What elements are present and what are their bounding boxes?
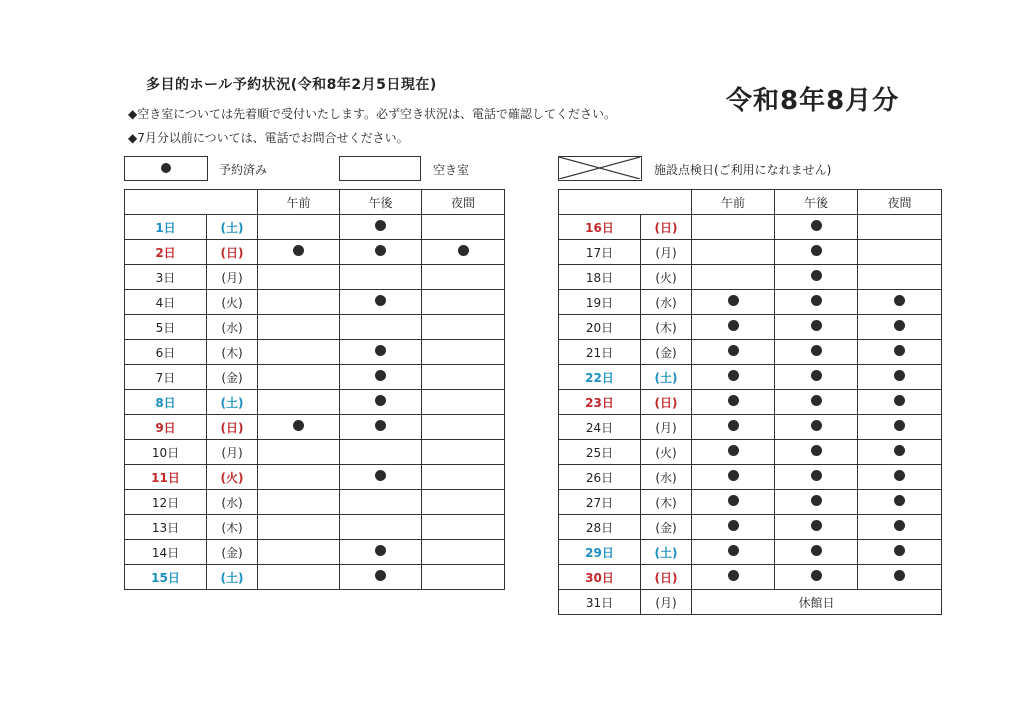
night-slot: [422, 240, 505, 265]
morning-slot: [692, 290, 775, 315]
reserved-dot-icon: [728, 420, 739, 431]
header-morning: 午前: [692, 190, 775, 215]
night-slot: [858, 415, 942, 440]
header-afternoon: 午後: [340, 190, 422, 215]
afternoon-slot: [340, 265, 422, 290]
day-cell: 11日: [125, 465, 207, 490]
table-row: [125, 415, 505, 440]
weekday-cell: (金): [641, 515, 692, 540]
day-cell: 19日: [559, 290, 641, 315]
day-cell: 14日: [125, 540, 207, 565]
afternoon-slot: [340, 440, 422, 465]
weekday-cell: (月): [207, 265, 258, 290]
night-slot: [858, 515, 942, 540]
day-cell: 28日: [559, 515, 641, 540]
afternoon-slot: [340, 365, 422, 390]
table-row: [125, 490, 505, 515]
header-night: 夜間: [422, 190, 505, 215]
reserved-dot-icon: [375, 295, 386, 306]
reserved-dot-icon: [894, 295, 905, 306]
afternoon-slot: [775, 440, 858, 465]
reserved-dot-icon: [811, 345, 822, 356]
morning-slot: [692, 365, 775, 390]
night-slot: [422, 565, 505, 590]
night-slot: [858, 290, 942, 315]
table-row: [125, 390, 505, 415]
reserved-dot-icon: [293, 420, 304, 431]
morning-slot: [692, 515, 775, 540]
morning-slot: [258, 290, 340, 315]
afternoon-slot: [340, 215, 422, 240]
morning-slot: [258, 265, 340, 290]
header-night: 夜間: [858, 190, 942, 215]
night-slot: [422, 490, 505, 515]
day-cell: 31日: [559, 590, 641, 615]
reserved-dot-icon: [811, 320, 822, 331]
header-afternoon: 午後: [775, 190, 858, 215]
reserved-dot-icon: [894, 445, 905, 456]
table-row: [559, 465, 942, 490]
table-row: [125, 215, 505, 240]
reserved-dot-icon: [728, 545, 739, 556]
reserved-dot-icon: [728, 370, 739, 381]
reserved-dot-icon: [811, 570, 822, 581]
night-slot: [858, 365, 942, 390]
reserved-dot-icon: [375, 345, 386, 356]
weekday-cell: (火): [207, 465, 258, 490]
reserved-dot-icon: [375, 370, 386, 381]
afternoon-slot: [775, 315, 858, 340]
afternoon-slot: [340, 490, 422, 515]
table-row: [125, 365, 505, 390]
morning-slot: [692, 215, 775, 240]
reserved-dot-icon: [728, 345, 739, 356]
reserved-dot-icon: [894, 345, 905, 356]
weekday-cell: (日): [641, 390, 692, 415]
weekday-cell: (金): [207, 365, 258, 390]
table-row: [559, 265, 942, 290]
day-cell: 27日: [559, 490, 641, 515]
reserved-dot-icon: [894, 470, 905, 481]
morning-slot: [258, 240, 340, 265]
table-row: [559, 340, 942, 365]
table-row: [125, 540, 505, 565]
schedule-table-right: [558, 189, 942, 615]
weekday-cell: (水): [207, 490, 258, 515]
afternoon-slot: [775, 565, 858, 590]
reserved-dot-icon: [894, 320, 905, 331]
reserved-dot-icon: [811, 420, 822, 431]
day-cell: 12日: [125, 490, 207, 515]
reserved-dot-icon: [161, 163, 171, 173]
table-row: [125, 290, 505, 315]
table-row: [559, 440, 942, 465]
day-cell: 5日: [125, 315, 207, 340]
header-blank: [125, 190, 258, 215]
table-row: [559, 290, 942, 315]
afternoon-slot: [775, 415, 858, 440]
header-morning: 午前: [258, 190, 340, 215]
reserved-dot-icon: [811, 545, 822, 556]
afternoon-slot: [775, 240, 858, 265]
weekday-cell: (日): [207, 415, 258, 440]
morning-slot: [258, 215, 340, 240]
reserved-dot-icon: [375, 545, 386, 556]
weekday-cell: (土): [641, 365, 692, 390]
weekday-cell: (水): [641, 290, 692, 315]
reserved-dot-icon: [728, 320, 739, 331]
reserved-dot-icon: [375, 570, 386, 581]
header-row: [559, 190, 942, 215]
day-cell: 30日: [559, 565, 641, 590]
afternoon-slot: [775, 490, 858, 515]
table-row: [559, 315, 942, 340]
table-row: [559, 390, 942, 415]
morning-slot: [258, 490, 340, 515]
reserved-dot-icon: [728, 395, 739, 406]
afternoon-slot: [775, 365, 858, 390]
night-slot: [422, 365, 505, 390]
afternoon-slot: [340, 565, 422, 590]
afternoon-slot: [340, 465, 422, 490]
table-row: [559, 415, 942, 440]
day-cell: 2日: [125, 240, 207, 265]
reserved-dot-icon: [728, 570, 739, 581]
day-cell: 15日: [125, 565, 207, 590]
afternoon-slot: [340, 515, 422, 540]
reserved-dot-icon: [728, 470, 739, 481]
night-slot: [422, 540, 505, 565]
afternoon-slot: [340, 540, 422, 565]
reserved-dot-icon: [728, 520, 739, 531]
morning-slot: [692, 565, 775, 590]
weekday-cell: (水): [207, 315, 258, 340]
day-cell: 29日: [559, 540, 641, 565]
weekday-cell: (月): [207, 440, 258, 465]
morning-slot: [692, 540, 775, 565]
table-row: [559, 215, 942, 240]
day-cell: 10日: [125, 440, 207, 465]
weekday-cell: (土): [641, 540, 692, 565]
day-cell: 25日: [559, 440, 641, 465]
reserved-dot-icon: [811, 395, 822, 406]
table-row: [125, 440, 505, 465]
legend-inspection-label: 施設点検日(ご利用になれません): [654, 163, 832, 177]
note-july-inquiry: ◆7月分以前については、電話でお問合せください。: [128, 131, 409, 145]
reserved-dot-icon: [894, 545, 905, 556]
day-cell: 18日: [559, 265, 641, 290]
reserved-dot-icon: [811, 295, 822, 306]
weekday-cell: (木): [641, 315, 692, 340]
afternoon-slot: [340, 315, 422, 340]
weekday-cell: (木): [641, 490, 692, 515]
legend-reserved-box: [124, 156, 208, 181]
night-slot: [858, 565, 942, 590]
night-slot: [422, 215, 505, 240]
reserved-dot-icon: [811, 520, 822, 531]
night-slot: [422, 340, 505, 365]
morning-slot: [258, 340, 340, 365]
day-cell: 7日: [125, 365, 207, 390]
reserved-dot-icon: [728, 295, 739, 306]
day-cell: 26日: [559, 465, 641, 490]
legend-empty-label: 空き室: [433, 163, 470, 177]
table-row: [125, 315, 505, 340]
table-row: [559, 490, 942, 515]
day-cell: 22日: [559, 365, 641, 390]
afternoon-slot: [775, 390, 858, 415]
day-cell: 21日: [559, 340, 641, 365]
closed-cell: 休館日: [692, 590, 942, 615]
day-cell: 17日: [559, 240, 641, 265]
table-row: [559, 240, 942, 265]
morning-slot: [258, 565, 340, 590]
weekday-cell: (月): [641, 240, 692, 265]
night-slot: [422, 265, 505, 290]
morning-slot: [258, 415, 340, 440]
night-slot: [858, 265, 942, 290]
reserved-dot-icon: [894, 520, 905, 531]
afternoon-slot: [340, 415, 422, 440]
day-cell: 23日: [559, 390, 641, 415]
night-slot: [858, 340, 942, 365]
table-row: [125, 565, 505, 590]
weekday-cell: (月): [641, 590, 692, 615]
night-slot: [422, 415, 505, 440]
day-cell: 16日: [559, 215, 641, 240]
reserved-dot-icon: [458, 245, 469, 256]
night-slot: [422, 515, 505, 540]
table-row: [559, 565, 942, 590]
night-slot: [422, 465, 505, 490]
afternoon-slot: [775, 215, 858, 240]
reserved-dot-icon: [375, 395, 386, 406]
page-title: 多目的ホール予約状況(令和8年2月5日現在): [146, 77, 437, 93]
afternoon-slot: [775, 515, 858, 540]
morning-slot: [258, 540, 340, 565]
night-slot: [858, 390, 942, 415]
day-cell: 6日: [125, 340, 207, 365]
weekday-cell: (火): [207, 290, 258, 315]
reserved-dot-icon: [375, 220, 386, 231]
weekday-cell: (日): [641, 215, 692, 240]
morning-slot: [692, 440, 775, 465]
afternoon-slot: [340, 340, 422, 365]
night-slot: [858, 490, 942, 515]
weekday-cell: (火): [641, 265, 692, 290]
weekday-cell: (火): [641, 440, 692, 465]
weekday-cell: (木): [207, 515, 258, 540]
day-cell: 13日: [125, 515, 207, 540]
table-row: [559, 590, 942, 615]
reserved-dot-icon: [894, 370, 905, 381]
night-slot: [858, 465, 942, 490]
reserved-dot-icon: [811, 220, 822, 231]
reserved-dot-icon: [894, 495, 905, 506]
table-row: [559, 365, 942, 390]
weekday-cell: (金): [641, 340, 692, 365]
afternoon-slot: [340, 240, 422, 265]
reserved-dot-icon: [811, 370, 822, 381]
morning-slot: [692, 390, 775, 415]
night-slot: [858, 440, 942, 465]
reserved-dot-icon: [728, 445, 739, 456]
table-row: [125, 515, 505, 540]
weekday-cell: (日): [641, 565, 692, 590]
morning-slot: [692, 465, 775, 490]
reserved-dot-icon: [894, 570, 905, 581]
reserved-dot-icon: [811, 495, 822, 506]
reserved-dot-icon: [811, 445, 822, 456]
legend-empty-box: [339, 156, 421, 181]
schedule-body-left: [125, 190, 505, 590]
day-cell: 1日: [125, 215, 207, 240]
night-slot: [422, 440, 505, 465]
table-row: [125, 265, 505, 290]
schedule-body-right: [559, 190, 942, 615]
day-cell: 8日: [125, 390, 207, 415]
afternoon-slot: [775, 265, 858, 290]
weekday-cell: (月): [641, 415, 692, 440]
night-slot: [858, 315, 942, 340]
morning-slot: [692, 490, 775, 515]
note-first-come: ◆空き室については先着順で受付いたします。必ず空き状況は、電話で確認してください。: [128, 107, 617, 121]
night-slot: [422, 390, 505, 415]
header-row: [125, 190, 505, 215]
morning-slot: [692, 265, 775, 290]
morning-slot: [258, 465, 340, 490]
day-cell: 4日: [125, 290, 207, 315]
afternoon-slot: [775, 465, 858, 490]
weekday-cell: (土): [207, 215, 258, 240]
legend-inspection-box: [558, 156, 642, 181]
table-row: [125, 465, 505, 490]
morning-slot: [258, 315, 340, 340]
day-cell: 20日: [559, 315, 641, 340]
morning-slot: [692, 340, 775, 365]
morning-slot: [258, 440, 340, 465]
reserved-dot-icon: [894, 395, 905, 406]
table-row: [125, 340, 505, 365]
morning-slot: [258, 365, 340, 390]
table-row: [559, 515, 942, 540]
table-row: [125, 240, 505, 265]
reserved-dot-icon: [811, 470, 822, 481]
weekday-cell: (日): [207, 240, 258, 265]
weekday-cell: (金): [207, 540, 258, 565]
afternoon-slot: [775, 540, 858, 565]
table-row: [559, 540, 942, 565]
day-cell: 9日: [125, 415, 207, 440]
morning-slot: [692, 415, 775, 440]
weekday-cell: (水): [641, 465, 692, 490]
night-slot: [858, 240, 942, 265]
morning-slot: [692, 315, 775, 340]
afternoon-slot: [340, 390, 422, 415]
night-slot: [422, 315, 505, 340]
morning-slot: [258, 515, 340, 540]
weekday-cell: (土): [207, 565, 258, 590]
morning-slot: [692, 240, 775, 265]
night-slot: [422, 290, 505, 315]
reserved-dot-icon: [375, 470, 386, 481]
month-heading: 令和8年8月分: [726, 86, 900, 116]
reserved-dot-icon: [375, 420, 386, 431]
reserved-dot-icon: [811, 245, 822, 256]
weekday-cell: (土): [207, 390, 258, 415]
reserved-dot-icon: [293, 245, 304, 256]
afternoon-slot: [340, 290, 422, 315]
afternoon-slot: [775, 290, 858, 315]
legend-reserved-label: 予約済み: [219, 163, 268, 177]
day-cell: 3日: [125, 265, 207, 290]
reserved-dot-icon: [728, 495, 739, 506]
morning-slot: [258, 390, 340, 415]
night-slot: [858, 215, 942, 240]
cross-icon: [559, 157, 640, 179]
weekday-cell: (木): [207, 340, 258, 365]
reserved-dot-icon: [811, 270, 822, 281]
day-cell: 24日: [559, 415, 641, 440]
night-slot: [858, 540, 942, 565]
reserved-dot-icon: [894, 420, 905, 431]
afternoon-slot: [775, 340, 858, 365]
reserved-dot-icon: [375, 245, 386, 256]
header-blank: [559, 190, 692, 215]
schedule-table-left: [124, 189, 505, 590]
